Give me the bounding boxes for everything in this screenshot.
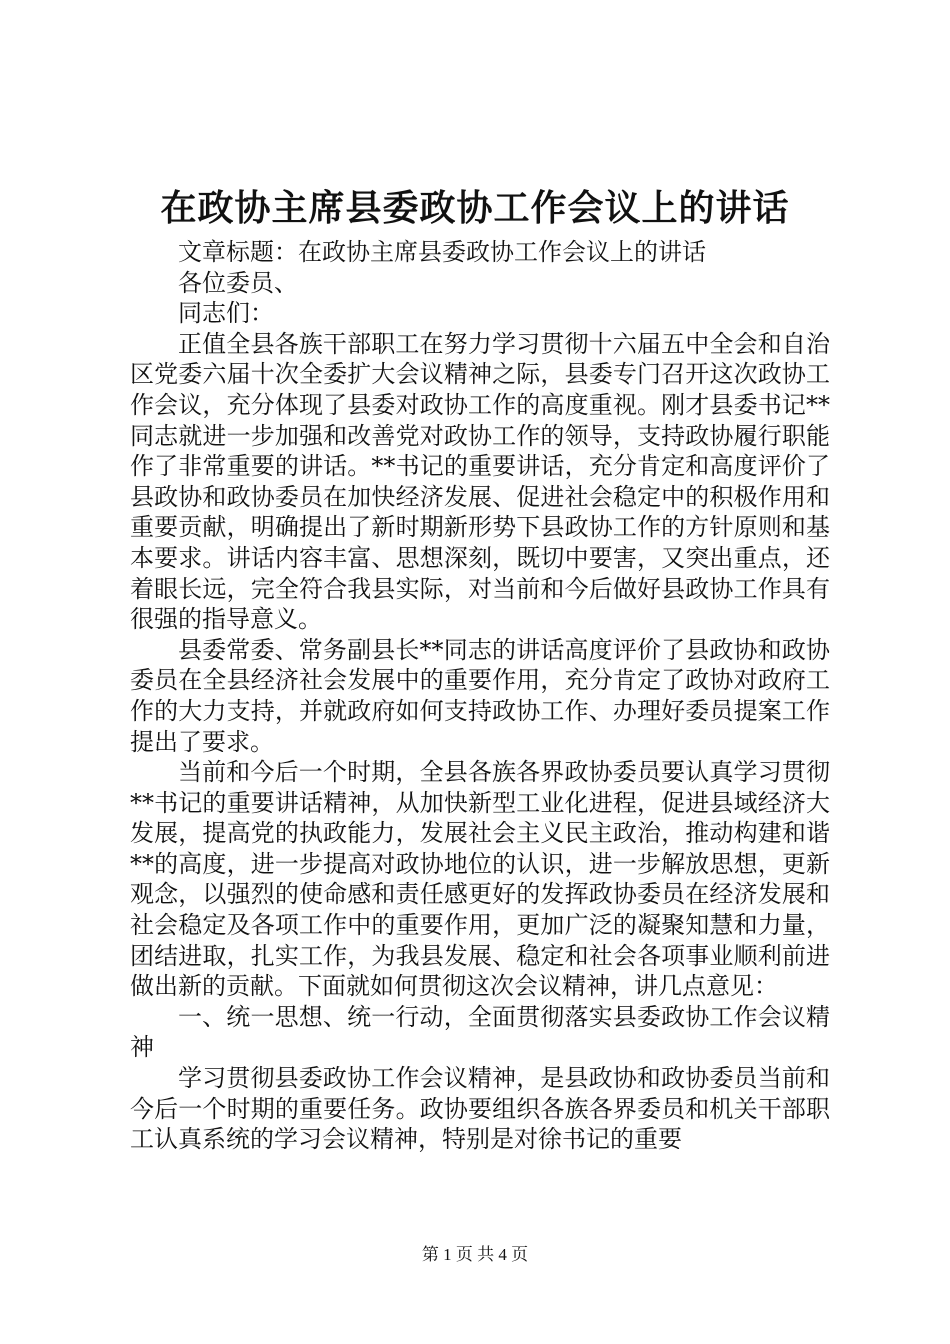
body-paragraph: 当前和今后一个时期，全县各族各界政协委员要认真学习贯彻**书记的重要讲话精神，从加快新型工业化进程，促进县域经济大发展，提高党的执政能力，发展社会主义民主政治，推动构建和谐**的高度，进一步提高对政协地位的认识，进一步解放思想，更新观念，以强烈的使命感和责任感更好的发挥政协委员在经济发展和社会稳定及各项工作中的重要作用，更加广泛的凝聚知慧和力量，团结进取，扎实工作，为我县发展、稳定和社会各项事业顺利前进做出新的贡献。下面就如何贯彻这次会议精神，讲几点意见： [130, 758, 830, 1001]
salutation-comrades: 同志们： [178, 299, 274, 328]
document-title: 在政协主席县委政协工作会议上的讲话 [160, 187, 790, 229]
body-paragraph: 正值全县各族干部职工在努力学习贯彻十六届五中全会和自治区党委六届十次全委扩大会议精神之际，县委专门召开这次政协工作会议，充分体现了县委对政协工作的高度重视。刚才县委书记**同志就进一步加强和改善党对政协工作的领导，支持政协履行职能作了非常重要的讲话。**书记的重要讲话，充分肯定和高度评价了县政协和政协委员在加快经济发展、促进社会稳定中的积极作用和重要贡献，明确提出了新时期新形势下县政协工作的方针原则和基本要求。讲话内容丰富、思想深刻，既切中要害，又突出重点，还着眼长远，完全符合我县实际，对当前和今后做好县政协工作具有很强的指导意义。 [130, 329, 830, 634]
section-heading: 一、统一思想、统一行动，全面贯彻落实县委政协工作会议精神 [130, 1002, 830, 1062]
body-paragraph: 学习贯彻县委政协工作会议精神，是县政协和政协委员当前和今后一个时期的重要任务。政协要组织各族各界委员和机关干部职工认真系统的学习会议精神，特别是对徐书记的重要 [130, 1064, 830, 1154]
page-number-footer: 第 1 页 共 4 页 [421, 1245, 529, 1264]
body-paragraph: 县委常委、常务副县长**同志的讲话高度评价了县政协和政协委员在全县经济社会发展中的重要作用，充分肯定了政协对政府工作的大力支持，并就政府如何支持政协工作、办理好委员提案工作提出了要求。 [130, 635, 830, 756]
article-title-line: 文章标题：在政协主席县委政协工作会议上的讲话 [178, 238, 706, 266]
salutation-members: 各位委员、 [178, 268, 298, 297]
document-body [130, 237, 830, 1155]
